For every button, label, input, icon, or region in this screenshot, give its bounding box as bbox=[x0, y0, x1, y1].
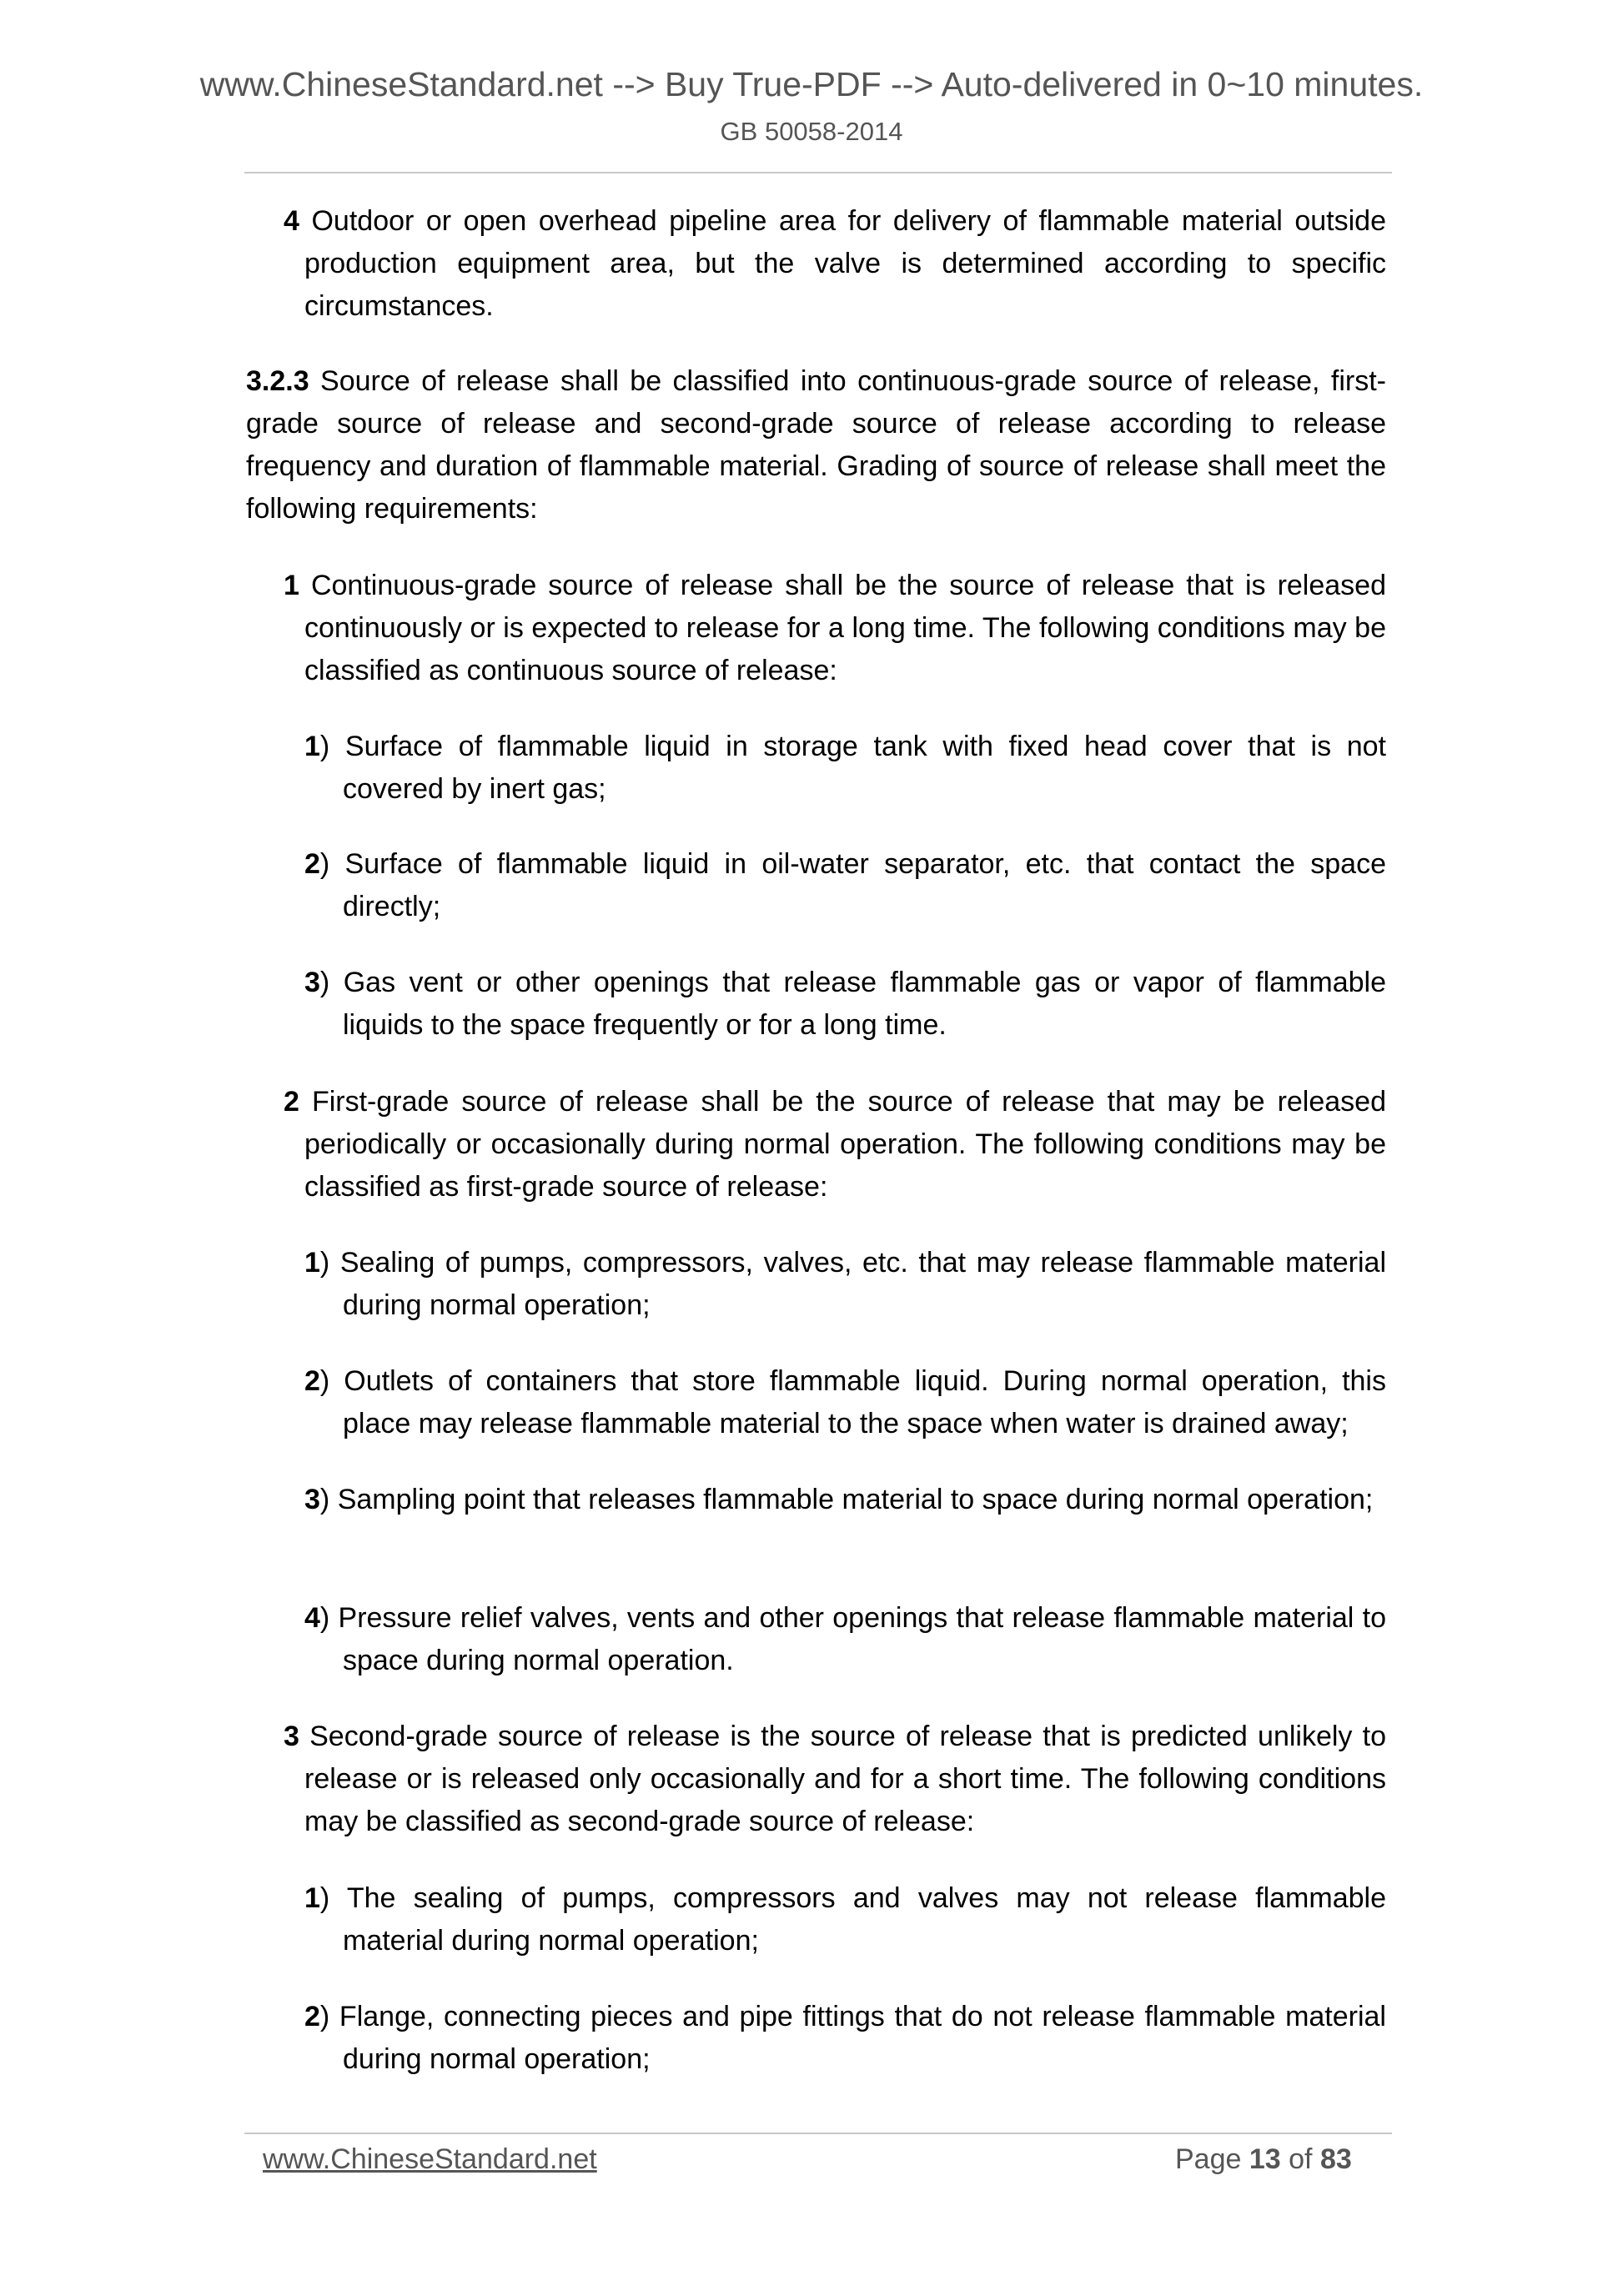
grade-2-paragraph bbox=[284, 1081, 1386, 1208]
page-total: 83 bbox=[1319, 2143, 1352, 2175]
grade-2-item-4 bbox=[304, 1597, 1386, 1682]
item-number: 3 bbox=[284, 1721, 299, 1752]
grade-1-paragraph bbox=[284, 565, 1386, 692]
item-text: ) Surface of flammable liquid in storage tank with fixed head cover that is not covered by inert gas; bbox=[319, 731, 1386, 805]
item-number: 1 bbox=[304, 731, 320, 762]
item-text: ) Sampling point that releases flammable material to space during normal operation; bbox=[319, 1484, 1374, 1515]
item-text: ) Sealing of pumps, compressors, valves, etc. that may release flammable material during normal operation; bbox=[319, 1247, 1386, 1321]
grade-2-item-3 bbox=[304, 1479, 1386, 1521]
standard-number: GB 50058-2014 bbox=[720, 117, 903, 146]
item-number: 3 bbox=[304, 967, 320, 998]
clause-number: 3.2.3 bbox=[246, 365, 309, 397]
item-text: ) Gas vent or other openings that release flammable gas or vapor of flammable liquids to the space frequently or for a long time. bbox=[319, 967, 1386, 1041]
footer-site-link[interactable]: www.ChineseStandard.net bbox=[263, 2143, 597, 2175]
item-text: ) The sealing of pumps, compressors and valves may not release flammable material during normal operation; bbox=[319, 1882, 1386, 1957]
item-text: ) Surface of flammable liquid in oil-water separator, etc. that contact the space directly; bbox=[319, 848, 1386, 922]
grade-3-paragraph bbox=[284, 1716, 1386, 1843]
clause-3-2-3 bbox=[246, 360, 1386, 530]
page-separator: of bbox=[1280, 2143, 1320, 2175]
item-number: 2 bbox=[304, 2001, 320, 2032]
item-number: 4 bbox=[304, 1602, 320, 1634]
grade-2-item-2 bbox=[304, 1360, 1386, 1445]
list-item-4 bbox=[284, 200, 1386, 328]
item-number: 3 bbox=[304, 1484, 320, 1515]
grade-3-item-2 bbox=[304, 1996, 1386, 2081]
item-number: 2 bbox=[304, 1365, 320, 1397]
page-current: 13 bbox=[1249, 2143, 1281, 2175]
item-text: ) Flange, connecting pieces and pipe fittings that do not release flammable material during normal operation; bbox=[319, 2001, 1386, 2075]
item-number: 1 bbox=[304, 1882, 320, 1914]
item-number: 1 bbox=[284, 570, 299, 601]
item-number: 2 bbox=[284, 1086, 299, 1118]
grade-2-item-1 bbox=[304, 1242, 1386, 1327]
item-text: ) Pressure relief valves, vents and other openings that release flammable material to space during normal operation. bbox=[319, 1602, 1386, 1676]
grade-3-item-1 bbox=[304, 1877, 1386, 1962]
grade-1-item-2 bbox=[304, 843, 1386, 928]
item-text: Continuous-grade source of release shall be the source of release that is released continuously or is expected to release for a long time. The following conditions may be classified as continuous source of release: bbox=[299, 570, 1386, 686]
item-number: 2 bbox=[304, 848, 320, 880]
grade-1-item-3 bbox=[304, 962, 1386, 1047]
item-text: Outdoor or open overhead pipeline area for delivery of flammable material outside production equipment area, but the valve is determined according to specific circumstances. bbox=[299, 205, 1386, 322]
item-text: ) Outlets of containers that store flammable liquid. During normal operation, this place may release flammable material to the space when water is drained away; bbox=[319, 1365, 1386, 1439]
item-text: Second-grade source of release is the source of release that is predicted unlikely to release or is released only occasionally and for a short time. The following conditions may be classified as second-grade source of release: bbox=[299, 1721, 1386, 1837]
clause-text: Source of release shall be classified into continuous-grade source of release, first-grade source of release and second-grade source of release according to release frequency and duration of flammable material. Grading of source of release shall meet the following requirements: bbox=[246, 365, 1386, 525]
page-prefix: Page bbox=[1175, 2143, 1249, 2175]
grade-1-item-1 bbox=[304, 726, 1386, 811]
page-number bbox=[1175, 2143, 1352, 2176]
item-number: 1 bbox=[304, 1247, 320, 1279]
item-number: 4 bbox=[284, 205, 299, 237]
item-text: First-grade source of release shall be the source of release that may be released periodically or occasionally during normal operation. The following conditions may be classified as first-grade source of release: bbox=[299, 1086, 1386, 1203]
footer-divider bbox=[244, 2133, 1392, 2134]
header-banner[interactable]: www.ChineseStandard.net --> Buy True-PDF --> Auto-delivered in 0~10 minutes. bbox=[199, 65, 1424, 103]
